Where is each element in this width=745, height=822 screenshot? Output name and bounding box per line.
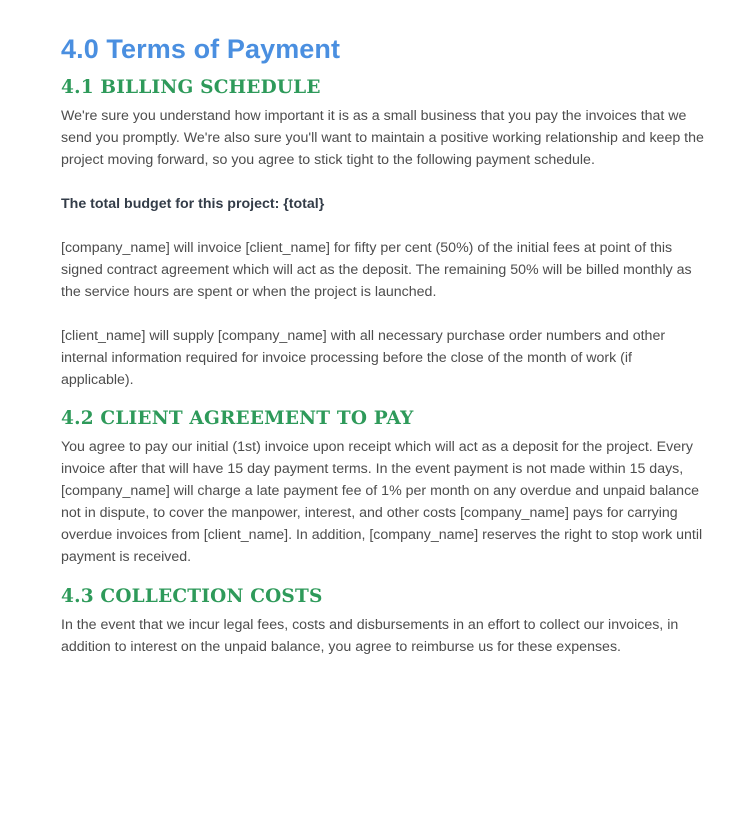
collection-costs-paragraph: In the event that we incur legal fees, costs and disbursements in an effort to collect our invoices, in addition to interest on the unpaid balance, you agree to reimburse us for these expenses. <box>61 617 679 655</box>
purchase-order-paragraph: [client_name] will supply [company_name] with all necessary purchase order numbers and other internal information required for invoice processing before the close of the month of work (if applicable). <box>61 328 666 388</box>
section-heading-billing-schedule: 4.1 BILLING SCHEDULE <box>61 77 321 98</box>
invoice-deposit-paragraph: [company_name] will invoice [client_name] for fifty per cent (50%) of the initial fees at point of this signed contract agreement which will act as the deposit. The remaining 50% will be billed monthly as the service hours are spent or when the project is launched. <box>61 240 692 300</box>
client-agreement-paragraph: You agree to pay our initial (1st) invoice upon receipt which will act as a deposit for the project. Every invoice after that will have 15 day payment terms. In the event payment is not made within 15 days, [company_name] will charge a late payment fee of 1% per month on any overdue and unpaid balance not in dispute, to cover the manpower, interest, and other costs [company_name] pays for carrying overdue invoices from [client_name]. In addition, [company_name] reserves the right to stop work until payment is received. <box>61 439 703 565</box>
section-heading-client-agreement: 4.2 CLIENT AGREEMENT TO PAY <box>61 408 414 429</box>
section-collection-costs <box>61 584 706 658</box>
total-budget-line: The total budget for this project: {total} <box>61 196 325 212</box>
section-heading-collection-costs: 4.3 COLLECTION COSTS <box>61 586 323 607</box>
terms-document <box>61 30 706 658</box>
section-billing-schedule <box>61 75 706 391</box>
page-title: 4.0 Terms of Payment <box>61 34 341 64</box>
section-client-agreement <box>61 406 706 568</box>
billing-intro-paragraph: We're sure you understand how important it is as a small business that you pay the invoices that we send you promptly. We're also sure you'll want to maintain a positive working relationship and keep the project moving forward, so you agree to stick tight to the following payment schedule. <box>61 108 704 168</box>
